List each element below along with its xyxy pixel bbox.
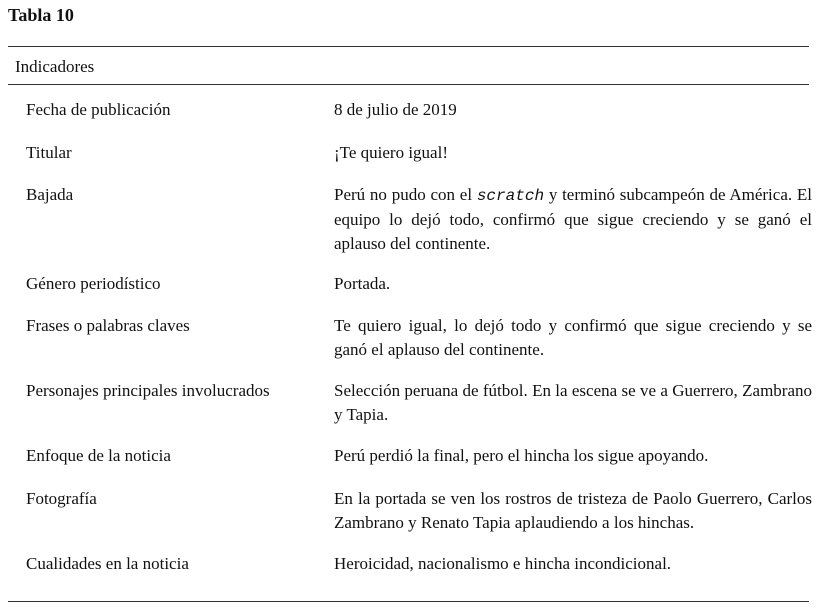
row-label-bajada: Bajada [26, 185, 74, 204]
row-value-genero: Portada. [334, 274, 391, 293]
row-value-frases: Te quiero igual, lo dejó todo y confirmó que sigue creciendo y se ganó el aplauso del continente. [334, 316, 812, 359]
table-title: Tabla 10 [8, 5, 74, 25]
row-value-cualidades: Heroicidad, nacionalismo e hincha incondicional. [334, 554, 672, 573]
row-label-enfoque: Enfoque de la noticia [26, 446, 171, 465]
row-label-genero: Género periodístico [26, 274, 161, 293]
row-value-fecha: 8 de julio de 2019 [334, 100, 457, 119]
row-label-cualidades: Cualidades en la noticia [26, 554, 189, 573]
row-value-enfoque: Perú perdió la final, pero el hincha los sigue apoyando. [334, 446, 709, 465]
row-label-fecha: Fecha de publicación [26, 100, 171, 119]
table-header-indicadores: Indicadores [15, 57, 95, 76]
row-label-frases: Frases o palabras claves [26, 316, 190, 335]
row-label-fotografia: Fotografía [26, 489, 97, 508]
row-value-titular: ¡Te quiero igual! [334, 143, 448, 162]
row-value-personajes: Selección peruana de fútbol. En la escena se ve a Guerrero, Zambrano y Tapia. [334, 381, 812, 424]
bottom-rule [8, 601, 809, 602]
row-value-bajada [334, 183, 812, 256]
bajada-italic-word: scratch [476, 187, 545, 205]
top-rule [8, 46, 809, 47]
row-label-personajes: Personajes principales involucrados [26, 381, 270, 400]
row-value-fotografia: En la portada se ven los rostros de tristeza de Paolo Guerrero, Carlos Zambrano y Renato Tapia aplaudiendo a los hinchas. [334, 489, 812, 532]
bajada-text-start: Perú no pudo con el [334, 185, 477, 204]
bajada-text-end: y terminó subcampeón de América. El equipo lo dejó todo, confirmó que sigue creciendo y se ganó el aplauso del continente. [334, 185, 812, 253]
header-rule [8, 84, 809, 85]
row-label-titular: Titular [26, 143, 72, 162]
